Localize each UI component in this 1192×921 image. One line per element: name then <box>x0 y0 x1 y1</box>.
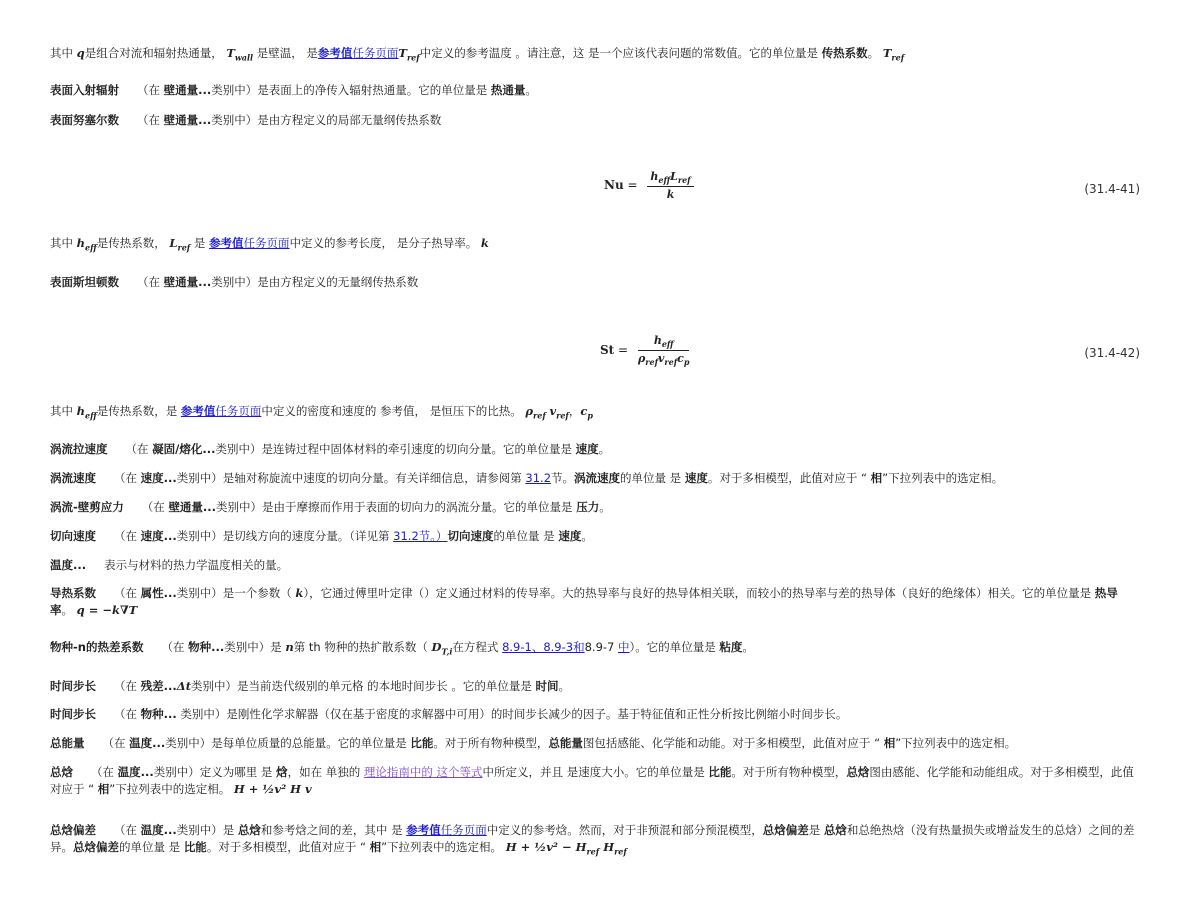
task-page-link[interactable]: 任务页面 <box>215 404 262 418</box>
text: 类别中）是由于摩擦而作用于表面的切向力的涡流分量。它的单位量是 <box>216 500 577 514</box>
text: 。对于多相模型，此值对应于 “ <box>206 840 370 854</box>
text: ”下拉列表中的选定相。 <box>895 736 1017 750</box>
time-step-species-entry <box>50 706 1140 723</box>
math-k: k <box>295 586 304 600</box>
text: 。对于多相模型，此值对应于 “ <box>707 471 871 485</box>
category-name: 物种... <box>140 707 177 721</box>
math-rho-ref: $\rho_{ref}$ <box>525 404 546 421</box>
text: 其中 <box>50 46 77 60</box>
text: 类别中）是轴对称旋流中速度的切向分量。有关详细信息，请参阅第 <box>176 471 526 485</box>
text: 中所定义，并且 是速度大小。它的单位量是 <box>482 765 709 779</box>
total-energy-entry <box>50 735 1140 752</box>
text: 。对于所有物种模型， <box>731 765 847 779</box>
term-inline: 总能量 <box>548 736 583 750</box>
text: 图包括感能、化学能和动能。对于多相模型，此值对应于 “ <box>582 736 884 750</box>
total-enthalpy-entry <box>50 764 1140 798</box>
text: （在 <box>114 707 141 721</box>
math-dt: Δt <box>176 679 192 693</box>
term-heading: 表面入射辐射 <box>50 83 119 97</box>
text: 其中 <box>50 404 77 418</box>
text: ），它通过傅里叶定律（）定义通过材料的传导率。大的热导率与良好的热导体相关联，而较小的热导率与差的热导体（良好的绝缘体）相关。它的单位量是 <box>303 586 1095 600</box>
surface-nusselt-entry <box>50 112 1140 129</box>
unit-term: 速度 <box>575 442 599 456</box>
equation-link[interactable]: 8.9-1、8.9-3和 <box>502 640 585 654</box>
text: （在 <box>141 500 169 514</box>
text: 中定义的参考温度 。请注意，这 是一个应该代表问题的常数值。它的单位量是 <box>419 46 822 60</box>
reference-values-link[interactable]: 参考值 <box>317 46 353 60</box>
category-name: 温度... <box>117 765 154 779</box>
category-name: 温度... <box>129 736 166 750</box>
math-dti: $D_{T,i}$ <box>431 640 453 657</box>
term-inline: 总焓 <box>237 823 261 837</box>
term-inline: 总焓偏差 <box>73 840 119 854</box>
category-name: 残差... <box>140 679 177 693</box>
thermal-conductivity-entry <box>50 585 1140 619</box>
text: 类别中）是由方程定义的无量纲传热系数 <box>211 275 419 289</box>
text: 是壁温， 是 <box>256 46 318 60</box>
task-page-link[interactable]: 任务页面 <box>440 823 487 837</box>
text: （在 <box>114 529 141 543</box>
unit-term: 比能 <box>708 765 732 779</box>
task-page-link[interactable]: 任务页面 <box>243 236 290 250</box>
text: 类别中）是切线方向的速度分量。（详见第 <box>176 529 394 543</box>
surface-incident-radiation-entry <box>50 82 1140 99</box>
section-link[interactable]: 31.2节。） <box>393 529 448 543</box>
surface-stanton-entry <box>50 274 1140 291</box>
text: 8.9-7 <box>584 640 619 654</box>
text: （在 <box>161 640 189 654</box>
total-enthalpy-deviation-entry <box>50 822 1140 860</box>
text: 。 <box>61 603 73 617</box>
text: ，如在 单独的 <box>287 765 364 779</box>
time-step-residual-entry <box>50 678 1140 695</box>
task-page-link[interactable]: 任务页面 <box>352 46 399 60</box>
term-inline: 切向速度 <box>447 529 494 543</box>
category-name: 速度... <box>140 471 177 485</box>
text: 其中 <box>50 236 77 250</box>
swirl-pull-velocity-entry <box>50 441 1140 458</box>
text: 中定义的密度和速度的 参考值， 是恒压下的比热。 <box>261 404 522 418</box>
text: ”下拉列表中的选定相。 <box>109 782 231 796</box>
text: （在 <box>125 442 153 456</box>
text: （在 <box>91 765 118 779</box>
text: （在 <box>137 83 164 97</box>
math-cp: $c_p$ <box>580 404 593 421</box>
math-lref: $L_{ref}$ <box>169 236 191 253</box>
unit-term: 比能 <box>183 840 207 854</box>
text: 。对于所有物种模型， <box>433 736 549 750</box>
unit-term: 热通量 <box>490 83 526 97</box>
text: ”下拉列表中的选定相。 <box>882 471 1004 485</box>
term-heading: 总焓偏差 <box>50 823 96 837</box>
tangential-velocity-entry <box>50 528 1140 545</box>
text: 类别中）是一个参数（ <box>176 586 296 600</box>
enthalpy-formula: H + ½v² H v <box>233 782 312 796</box>
text: 和总绝热焓（没有热量损失或增益发生的总焓）之间的差异。 <box>50 823 1135 854</box>
text: 。 <box>742 640 754 654</box>
unit-term: 速度 <box>558 529 582 543</box>
swirl-wall-shear-entry <box>50 499 1140 516</box>
category-name: 速度... <box>140 529 177 543</box>
text: 的单位量 是 <box>493 529 559 543</box>
category-name: 壁通量... <box>168 500 217 514</box>
math-k: k <box>480 236 489 250</box>
term-inline: 总焓偏差 <box>762 823 809 837</box>
category-name: 壁通量... <box>163 113 212 127</box>
nusselt-formula: Nu = $\frac{h_{eff}L_{ref}}{k}$ <box>604 170 694 201</box>
term-heading: 表面努塞尔数 <box>50 113 119 127</box>
phase-term: 相 <box>870 471 883 485</box>
reference-values-link[interactable]: 参考值 <box>209 236 244 250</box>
math-q: q <box>76 46 85 60</box>
text: （在 <box>137 113 164 127</box>
term-heading: 总能量 <box>50 736 85 750</box>
text: 表示与材料的热力学温度相关的量。 <box>104 558 289 572</box>
math-heff: $h_{eff}$ <box>76 404 97 421</box>
heat-flux-explanation <box>50 45 1140 66</box>
equation-number: (31.4-42) <box>1084 346 1140 360</box>
text: 类别中）是 <box>176 823 238 837</box>
term-heading: 涡流拉速度 <box>50 442 108 456</box>
unit-term: 压力 <box>576 500 600 514</box>
text: 是 <box>193 236 210 250</box>
text: 类别中）是当前迭代级别的单元格 的本地时间步长 。它的单位量是 <box>191 679 536 693</box>
text: （在 <box>102 736 130 750</box>
unit-term: 传热系数 <box>821 46 868 60</box>
category-name: 凝固/熔化... <box>152 442 216 456</box>
text: 。 <box>525 83 537 97</box>
reference-values-link[interactable]: 参考值 <box>180 404 216 418</box>
text: 是 <box>808 823 824 837</box>
species-thermal-diffusion-entry <box>50 639 1140 660</box>
text: ”下拉列表中的选定相。 <box>381 840 503 854</box>
text: 是传热系数，是 <box>96 404 181 418</box>
phase-term: 相 <box>97 782 110 796</box>
text: 类别中）是刚性化学求解器（仅在基于密度的求解器中可用）的时间步长减少的因子。基于特征值和正性分析按比例缩小时间步长。 <box>176 707 848 721</box>
term-heading: 物种-n的热差系数 <box>50 640 144 654</box>
text: 第 th 物种的热扩散系数（ <box>293 640 432 654</box>
text: 。 <box>598 442 611 456</box>
text: 类别中）是连铸过程中固体材料的牵引速度的切向分量。它的单位量是 <box>215 442 576 456</box>
text: 。 <box>581 529 593 543</box>
math-n: n <box>285 640 294 654</box>
equation-number: (31.4-41) <box>1084 182 1140 196</box>
text: （在 <box>114 471 141 485</box>
term-heading: 温度... <box>50 558 87 572</box>
text: 是组合对流和辐射热通量， <box>84 46 223 60</box>
text: ）。它的单位量是 <box>629 640 720 654</box>
text: 是传热系数， <box>96 236 166 250</box>
term-inline: 总焓 <box>846 765 870 779</box>
math-tref: $T_{ref}$ <box>398 46 420 63</box>
separator: ， <box>568 404 581 418</box>
term-inline: 焓 <box>276 765 288 779</box>
text: 的单位量 是 <box>620 471 685 485</box>
text: 。 <box>599 500 611 514</box>
text: 图由感能、化学能和动能组成。对于多相模型，此值对应于 “ <box>50 765 1134 796</box>
equation-stanton <box>0 334 1192 374</box>
swirl-velocity-entry <box>50 470 1140 487</box>
text: 。 <box>867 46 880 60</box>
enthalpy-deviation-formula: H + ½v² − $H_{ref}$ $H_{ref}$ <box>505 840 627 857</box>
text: 类别中）定义为哪里 是 <box>153 765 277 779</box>
text: （在 <box>114 586 141 600</box>
term-heading: 时间步长 <box>50 707 96 721</box>
text: 中定义的参考焓。然而，对于非预混和部分预混模型， <box>486 823 763 837</box>
text: 在方程式 <box>452 640 503 654</box>
term-heading: 切向速度 <box>50 529 96 543</box>
equation-nusselt <box>0 170 1192 210</box>
stanton-formula: St = $\frac{h_{eff}}{\rho_{ref}v_{ref}c_p}$ <box>600 334 690 368</box>
phase-term: 相 <box>883 736 896 750</box>
term-heading: 表面斯坦顿数 <box>50 275 119 289</box>
text: 。 <box>558 679 570 693</box>
text: 的单位量 是 <box>119 840 184 854</box>
category-name: 壁通量... <box>163 275 212 289</box>
term-heading: 时间步长 <box>50 679 96 693</box>
category-name: 壁通量... <box>163 83 212 97</box>
htc-explanation-2 <box>50 403 1140 424</box>
phase-term: 相 <box>369 840 382 854</box>
term-heading: 总焓 <box>50 765 73 779</box>
text: （在 <box>114 679 141 693</box>
term-heading: 涡流速度 <box>50 471 96 485</box>
text: 类别中）是 <box>224 640 286 654</box>
temperature-entry <box>50 557 1140 574</box>
text: 类别中）是每单位质量的总能量。它的单位量是 <box>165 736 411 750</box>
reference-values-link[interactable]: 参考值 <box>406 823 441 837</box>
unit-term: 速度 <box>684 471 708 485</box>
text: （在 <box>137 275 164 289</box>
text: 中定义的参考长度， 是分子热导率。 <box>289 236 478 250</box>
text: 类别中）是由方程定义的局部无量纲传热系数 <box>211 113 442 127</box>
theory-guide-link[interactable]: 理论指南中的 这个等式 <box>363 765 483 779</box>
term-heading: 导热系数 <box>50 586 96 600</box>
unit-term: 热导率 <box>50 586 1118 617</box>
unit-term: 时间 <box>535 679 559 693</box>
text: 类别中）是表面上的净传入辐射热通量。它的单位量是 <box>211 83 491 97</box>
equation-link-2[interactable]: 中 <box>618 640 630 654</box>
fourier-law-formula: q = −k∇T <box>76 603 138 617</box>
term-inline: 总焓 <box>823 823 847 837</box>
category-name: 物种... <box>188 640 225 654</box>
math-twall: $T_{wall}$ <box>226 46 254 63</box>
unit-term: 比能 <box>410 736 434 750</box>
unit-term: 粘度 <box>719 640 743 654</box>
text: 节。 <box>551 471 575 485</box>
math-tref-2: $T_{ref}$ <box>882 46 905 63</box>
term-heading: 涡流-壁剪应力 <box>50 500 124 514</box>
category-name: 属性... <box>140 586 177 600</box>
term-inline: 涡流速度 <box>574 471 621 485</box>
text: 和参考焓之间的差，其中 是 <box>260 823 407 837</box>
text: （在 <box>114 823 141 837</box>
math-v-ref: $v_{ref}$ <box>549 404 569 421</box>
section-link[interactable]: 31.2 <box>525 471 552 485</box>
htc-explanation-1 <box>50 235 1140 256</box>
math-heff: $h_{eff}$ <box>76 236 97 253</box>
category-name: 温度... <box>140 823 177 837</box>
